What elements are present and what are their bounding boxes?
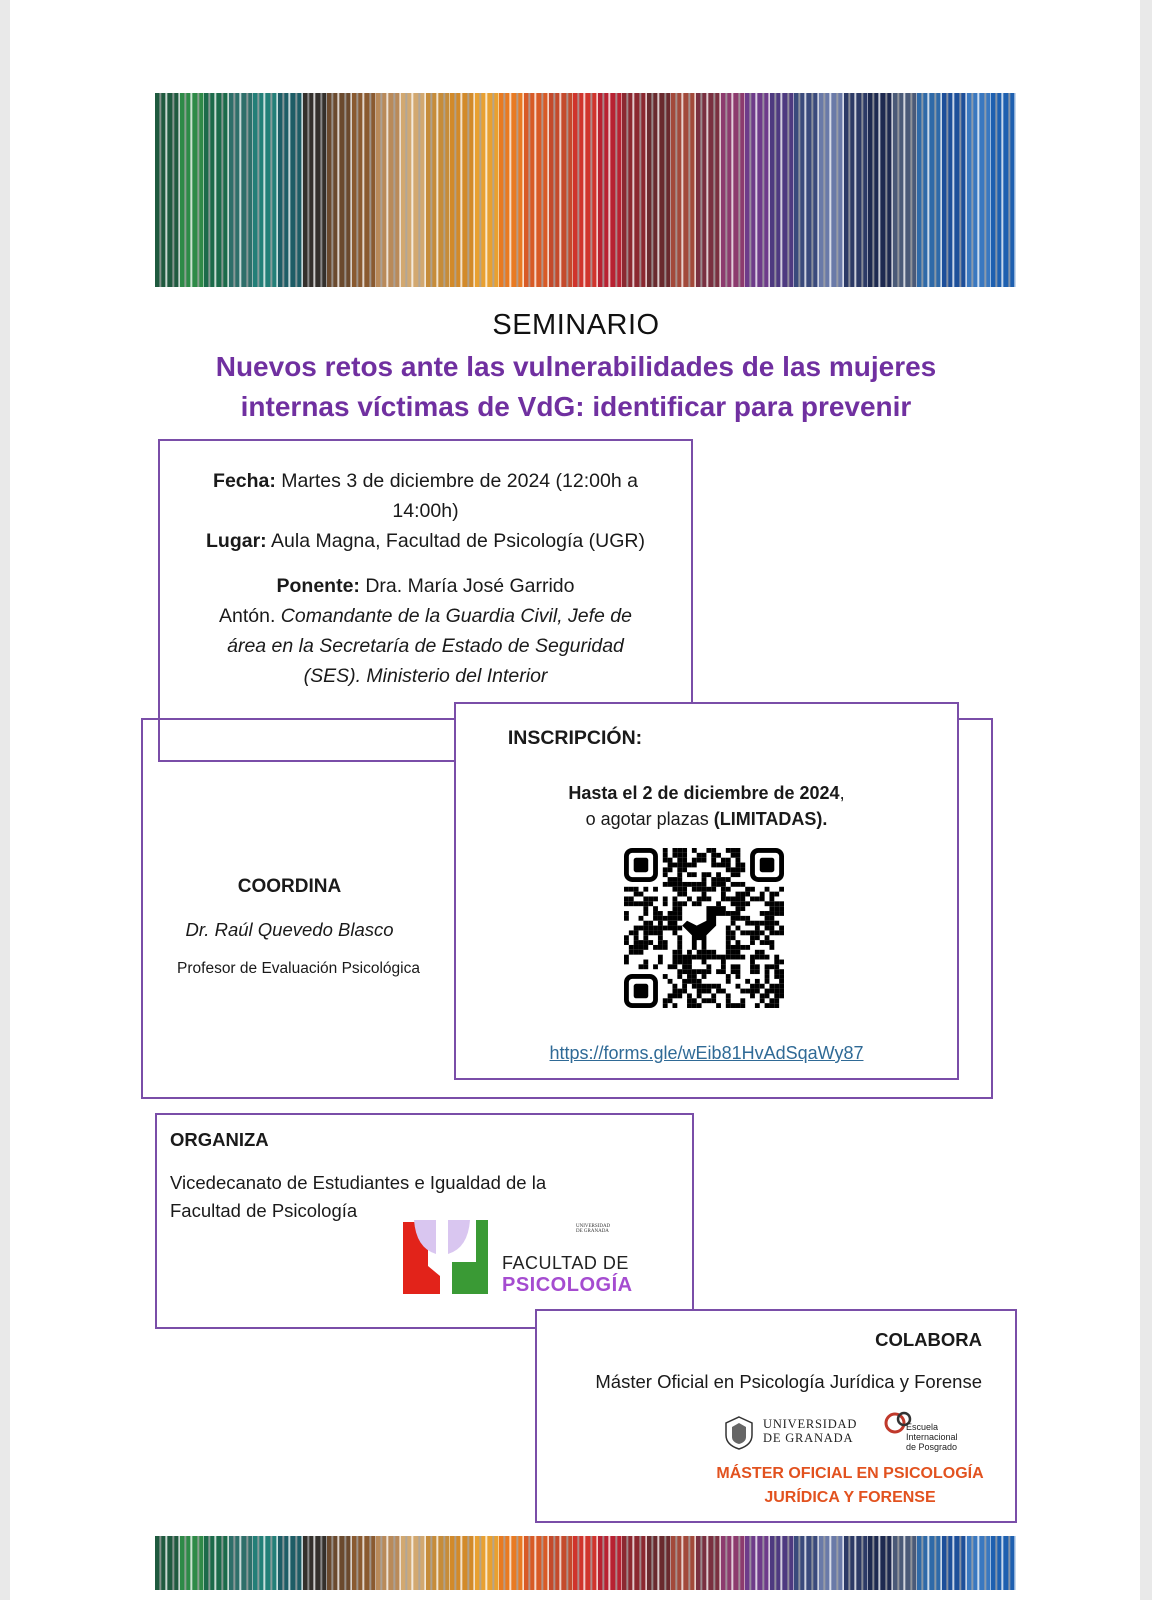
- yarn-strand: [991, 1536, 1016, 1590]
- yarn-strand: [671, 1536, 696, 1590]
- ugr-crest-icon: [722, 1415, 756, 1451]
- ponente-value: Dra. María José Garrido: [359, 575, 575, 597]
- yarn-strand: [549, 93, 574, 287]
- yarn-strand: [352, 1536, 377, 1590]
- ugr-mini-line-1: UNIVERSIDAD: [576, 1224, 611, 1229]
- yarn-strand: [180, 1536, 205, 1590]
- yarn-strand: [868, 1536, 893, 1590]
- yarn-strand: [573, 1536, 598, 1590]
- yarn-strand: [671, 93, 696, 287]
- yarn-strand: [327, 93, 352, 287]
- yarn-strand: [204, 1536, 229, 1590]
- yarn-strand: [401, 93, 426, 287]
- eip-line-2: Internacional: [906, 1432, 958, 1442]
- alt-prefix: o agotar plazas: [585, 809, 714, 829]
- title-line-1: Nuevos retos ante las vulnerabilidades de las mujeres: [215, 351, 937, 382]
- fecha-line: [170, 466, 681, 526]
- yarn-strand: [696, 93, 721, 287]
- yarn-strand: [893, 93, 918, 287]
- yarn-strand: [647, 93, 672, 287]
- yarn-strand: [770, 1536, 795, 1590]
- yarn-strand: [598, 93, 623, 287]
- ugr-wordmark: [763, 1417, 857, 1445]
- yarn-strand: [278, 1536, 303, 1590]
- eip-line-1: Escuela: [906, 1422, 939, 1432]
- yarn-strand: [721, 93, 746, 287]
- qr-code-with-dinosaur-icon[interactable]: [624, 848, 784, 1008]
- yarn-strand: [524, 1536, 549, 1590]
- yarn-strand: [475, 1536, 500, 1590]
- yarn-banner-bottom: [155, 1536, 1016, 1590]
- yarn-strand: [868, 93, 893, 287]
- ugr-line-2: DE GRANADA: [763, 1431, 854, 1445]
- ugr-mini-logo: [576, 1224, 610, 1234]
- yarn-strand: [426, 93, 451, 287]
- yarn-strand: [229, 1536, 254, 1590]
- yarn-strand: [475, 93, 500, 287]
- ponente-name-2: Antón.: [219, 605, 281, 627]
- fecha-value: Martes 3 de diciembre de 2024 (12:00h a: [275, 470, 638, 492]
- ugr-mini-line-2: DE GRANADA: [576, 1229, 609, 1234]
- master-line-1: MÁSTER OFICIAL EN PSICOLOGÍA: [716, 1465, 984, 1482]
- yarn-strand: [450, 93, 475, 287]
- yarn-strand: [622, 1536, 647, 1590]
- fecha-label: Fecha:: [213, 470, 276, 492]
- yarn-strand: [253, 1536, 278, 1590]
- yarn-strand: [942, 93, 967, 287]
- seminar-title: [0, 347, 1152, 427]
- fecha-value-2: 14:00h): [392, 500, 459, 522]
- yarn-strand: [155, 93, 180, 287]
- form-link[interactable]: https://forms.gle/wEib81HvAdSqaWy87: [549, 1043, 864, 1063]
- yarn-strand: [549, 1536, 574, 1590]
- yarn-strand: [598, 1536, 623, 1590]
- yarn-banner-top: [155, 93, 1016, 287]
- facultad-logo-line-1: FACULTAD DE: [502, 1253, 629, 1273]
- yarn-strand: [696, 1536, 721, 1590]
- yarn-strand: [745, 93, 770, 287]
- ponente-desc-1: Comandante de la Guardia Civil, Jefe de: [280, 605, 632, 627]
- deadline-text: Hasta el 2 de diciembre de 2024: [568, 783, 840, 803]
- organiza-heading: ORGANIZA: [170, 1129, 269, 1150]
- yarn-strand: [819, 93, 844, 287]
- yarn-strand: [155, 1536, 180, 1590]
- yarn-strand: [844, 93, 869, 287]
- yarn-strand: [622, 93, 647, 287]
- eip-wordmark: [906, 1422, 958, 1452]
- yarn-strand: [573, 93, 598, 287]
- master-logo: [700, 1462, 1000, 1510]
- inscripcion-label: INSCRIPCIÓN:: [507, 727, 643, 749]
- ponente-block: [170, 571, 681, 691]
- yarn-strand: [721, 1536, 746, 1590]
- yarn-strand: [499, 1536, 524, 1590]
- yarn-strand: [794, 93, 819, 287]
- yarn-strand: [327, 1536, 352, 1590]
- yarn-strand: [303, 1536, 328, 1590]
- yarn-strand: [401, 1536, 426, 1590]
- yarn-strand: [229, 93, 254, 287]
- organiza-text: Vicedecanato de Estudiantes e Igualdad de la Facultad de Psicología: [170, 1172, 547, 1221]
- yarn-strand: [844, 1536, 869, 1590]
- yarn-strand: [942, 1536, 967, 1590]
- yarn-strand: [647, 1536, 672, 1590]
- lugar-label: Lugar:: [206, 530, 267, 552]
- yarn-strand: [303, 93, 328, 287]
- ponente-desc-3: (SES). Ministerio del Interior: [303, 665, 548, 687]
- yarn-strand: [376, 1536, 401, 1590]
- yarn-strand: [917, 1536, 942, 1590]
- yarn-strand: [770, 93, 795, 287]
- yarn-strand: [253, 93, 278, 287]
- deadline-comma: ,: [839, 783, 845, 803]
- yarn-strand: [499, 93, 524, 287]
- yarn-strand: [991, 93, 1016, 287]
- yarn-strand: [745, 1536, 770, 1590]
- ponente-label: Ponente:: [276, 575, 360, 597]
- alt-bold: (LIMITADAS).: [713, 809, 828, 829]
- facultad-logo-line-2: PSICOLOGÍA: [502, 1274, 633, 1296]
- yarn-strand: [967, 93, 992, 287]
- master-line-2: JURÍDICA Y FORENSE: [764, 1489, 936, 1506]
- yarn-strand: [426, 1536, 451, 1590]
- colabora-text: Máster Oficial en Psicología Jurídica y Forense: [595, 1371, 982, 1392]
- coordina-heading: COORDINA: [237, 876, 342, 897]
- inscripcion-deadline: [454, 780, 959, 832]
- yarn-strand: [204, 93, 229, 287]
- yarn-strand: [352, 93, 377, 287]
- coordina-role: Profesor de Evaluación Psicológica: [177, 960, 420, 977]
- yarn-strand: [794, 1536, 819, 1590]
- lugar-line: [170, 526, 681, 556]
- ponente-desc-2: área en la Secretaría de Estado de Seguridad: [227, 635, 624, 657]
- coordina-name: Dr. Raúl Quevedo Blasco: [185, 919, 394, 940]
- yarn-strand: [376, 93, 401, 287]
- yarn-strand: [893, 1536, 918, 1590]
- title-line-2: internas víctimas de VdG: identificar para prevenir: [240, 391, 912, 422]
- yarn-strand: [819, 1536, 844, 1590]
- yarn-strand: [180, 93, 205, 287]
- eip-line-3: de Posgrado: [906, 1442, 958, 1452]
- yarn-strand: [278, 93, 303, 287]
- lugar-value: Aula Magna, Facultad de Psicología (UGR): [266, 530, 645, 552]
- colabora-heading: COLABORA: [875, 1329, 982, 1350]
- yarn-strand: [967, 1536, 992, 1590]
- yarn-strand: [917, 93, 942, 287]
- seminar-kicker: SEMINARIO: [492, 309, 660, 341]
- yarn-strand: [450, 1536, 475, 1590]
- yarn-strand: [524, 93, 549, 287]
- ugr-line-1: UNIVERSIDAD: [763, 1417, 858, 1431]
